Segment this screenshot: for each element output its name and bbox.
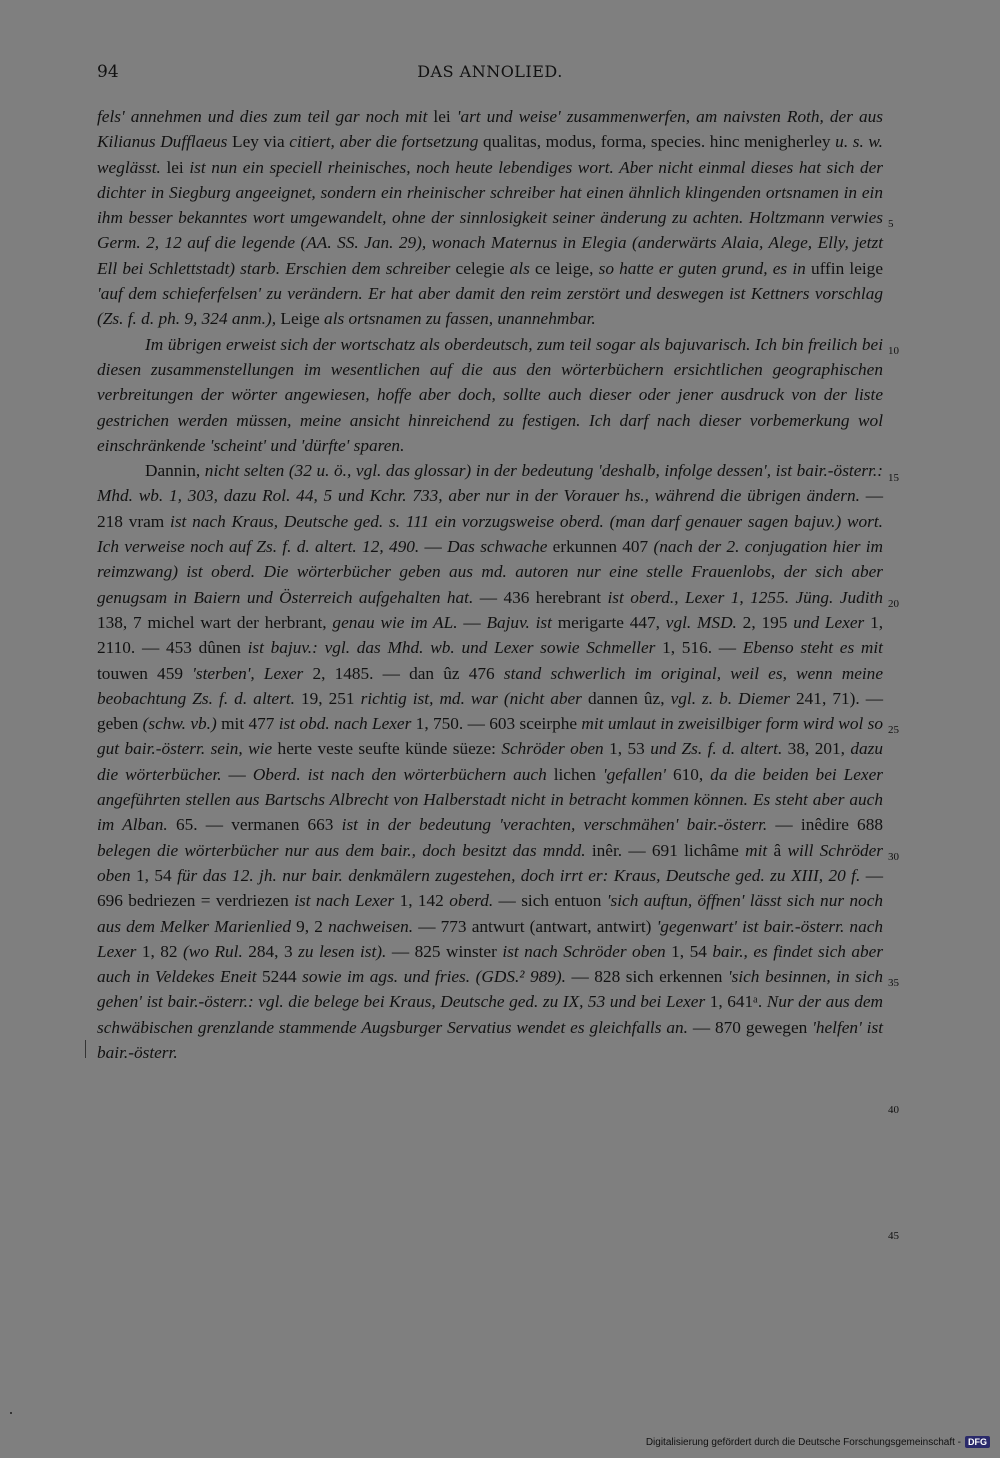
paragraph-3: Dannin, nicht selten (32 u. ö., vgl. das glossar) in der bedeutung 'deshalb, infolge dessen', ist bair.-österr.: Mhd. wb. 1, 303, dazu Rol. 44, 5 und Kchr. 733, aber nur in der Vorauer hs., während die übrigen ändern. — 218 vram ist nach Kraus, Deutsche ged. s. 111 ein vorzugsweise oberd. (man darf genauer sagen bajuv.) wort. Ich verweise noch auf Zs. f. d. altert. 12, 490. — Das schwache erkunnen 407 (nach der 2. conjugation hier im reimzwang) ist oberd. Die wörterbücher geben aus md. autoren nur eine stelle Frauenlobs, der sich aber genugsam in Baiern und Österreich aufgehalten hat. — 436 herebrant ist oberd., Lexer 1, 1255. Jüng. Judith 138, 7 michel wart der herbrant, genau wie im AL. — Bajuv. ist merigarte 447, vgl. MSD. 2, 195 und Lexer 1, 2110. — 453 dûnen ist bajuv.: vgl. das Mhd. wb. und Lexer sowie Schmeller 1, 516. — Ebenso steht es mit touwen 459 'sterben', Lexer 2, 1485. — dan ûz 476 stand schwerlich im original, weil es, wenn meine beobachtung Zs. f. d. altert. 19, 251 richtig ist, md. war (nicht aber dannen ûz, vgl. z. b. Diemer 241, 71). — geben (schw. vb.) mit 477 ist obd. nach Lexer 1, 750. — 603 sceirphe mit umlaut in zweisilbiger form wird wol so gut bair.-österr. sein, wie herte veste seufte künde süeze: Schröder oben 1, 53 und Zs. f. d. altert. 38, 201, dazu die wörterbücher. — Oberd. ist nach den wörterbüchern auch lichen 'gefallen' 610, da die beiden bei Lexer angeführten stellen aus Bartschs Albrecht von Halberstadt nicht in betracht kommen können. Es steht aber auch im Alban. 65. — vermanen 663 ist in der bedeutung 'verachten, verschmähen' bair.-österr. — inêdire 688 belegen die wörterbücher nur aus dem bair., doch besitzt das mndd. inêr. — 691 lichâme mit â will Schröder oben 1, 54 für das 12. jh. nur bair. denkmälern zugestehen, doch irrt er: Kraus, Deutsche ged. zu XIII, 20 f. — 696 bedriezen = verdriezen ist nach Lexer 1, 142 oberd. — sich entuon 'sich auftun, öffnen' lässt sich nur noch aus dem Melker Marienlied 9, 2 nachweisen. — 773 antwurt (antwart, antwirt) 'gegenwart' ist bair.-österr. nach Lexer 1, 82 (wo Rul. 284, 3 zu lesen ist). — 825 winster ist nach Schröder oben 1, 54 bair., es findet sich aber auch in Veldekes Eneit 5244 sowie im ags. und fries. (GDS.² 989). — 828 sich erkennen 'sich besinnen, in sich gehen' ist bair.-österr.: vgl. die belege bei Kraus, Deutsche ged. zu IX, 53 und bei Lexer 1, 641ᵃ. Nur der aus dem schwäbischen grenzlande stammende Augsburger Servatius wendet es gleichfalls an. — 870 gewegen 'helfen' ist bair.-österr. [97, 461, 884, 1062]
paragraph-2: Im übrigen erweist sich der wortschatz als oberdeutsch, zum teil sogar als bajuvarisch. Ich bin freilich bei diesen zusammenstellungen im wesentlichen auf die aus den wörterbüchern ersichtlichen geographischen verbreitungen der wörter angewiesen, hoffe aber doch, sollte auch dieser oder jener ausdruck von der liste gestrichen werden müssen, meine ansicht hinreichend zu festigen. Ich darf nach dieser vorbemerkung wol einschränkende 'scheint' und 'dürfte' sparen. [97, 334, 883, 455]
margin-mark [85, 1040, 86, 1058]
line-number: 20 [888, 598, 899, 610]
line-number: 5 [888, 218, 894, 230]
digitization-credit [646, 1436, 990, 1448]
body-text [97, 104, 883, 1065]
line-number: 25 [888, 724, 899, 736]
running-title: DAS ANNOLIED. [417, 62, 563, 81]
line-number: 35 [888, 977, 899, 989]
page-number: 94 [97, 62, 119, 82]
line-number: 10 [888, 345, 899, 357]
line-number: 45 [888, 1230, 899, 1242]
dfg-logo: DFG [965, 1436, 990, 1448]
margin-dot [10, 1412, 12, 1414]
line-number: 30 [888, 851, 899, 863]
line-number: 40 [888, 1104, 899, 1116]
page-header [97, 62, 883, 86]
credit-text: Digitalisierung gefördert durch die Deutsche Forschungsgemeinschaft - [645, 1436, 961, 1448]
line-number: 15 [888, 472, 899, 484]
paragraph-1: fels' annehmen und dies zum teil gar noch mit lei 'art und weise' zusammenwerfen, am naivsten Roth, der aus Kilianus Dufflaeus Ley via citiert, aber die fortsetzung qualitas, modus, forma, species. hinc menigherley u. s. w. weglässt. lei ist nun ein speciell rheinisches, noch heute lebendiges wort. Aber nicht einmal dieses hat sich der dichter in Siegburg angeeignet, sondern ein rheinischer schreiber hat einen ähnlich klingenden ortsnamen in ein ihm besser bekanntes wort umgewandelt, ohne der sinnlosigkeit seiner änderung zu achten. Holtzmann verwies Germ. 2, 12 auf die legende (AA. SS. Jan. 29), wonach Maternus in Elegia (anderwärts Alaia, Alege, Elly, jetzt Ell bei Schlettstadt) starb. Erschien dem schreiber celegie als ce leige, so hatte er guten grund, es in uffin leige 'auf dem schieferfelsen' zu verändern. Er hat aber damit den reim zerstört und deswegen ist Kettners vorschlag (Zs. f. d. ph. 9, 324 anm.), Leige als ortsnamen zu fassen, unannehmbar. [97, 107, 883, 329]
